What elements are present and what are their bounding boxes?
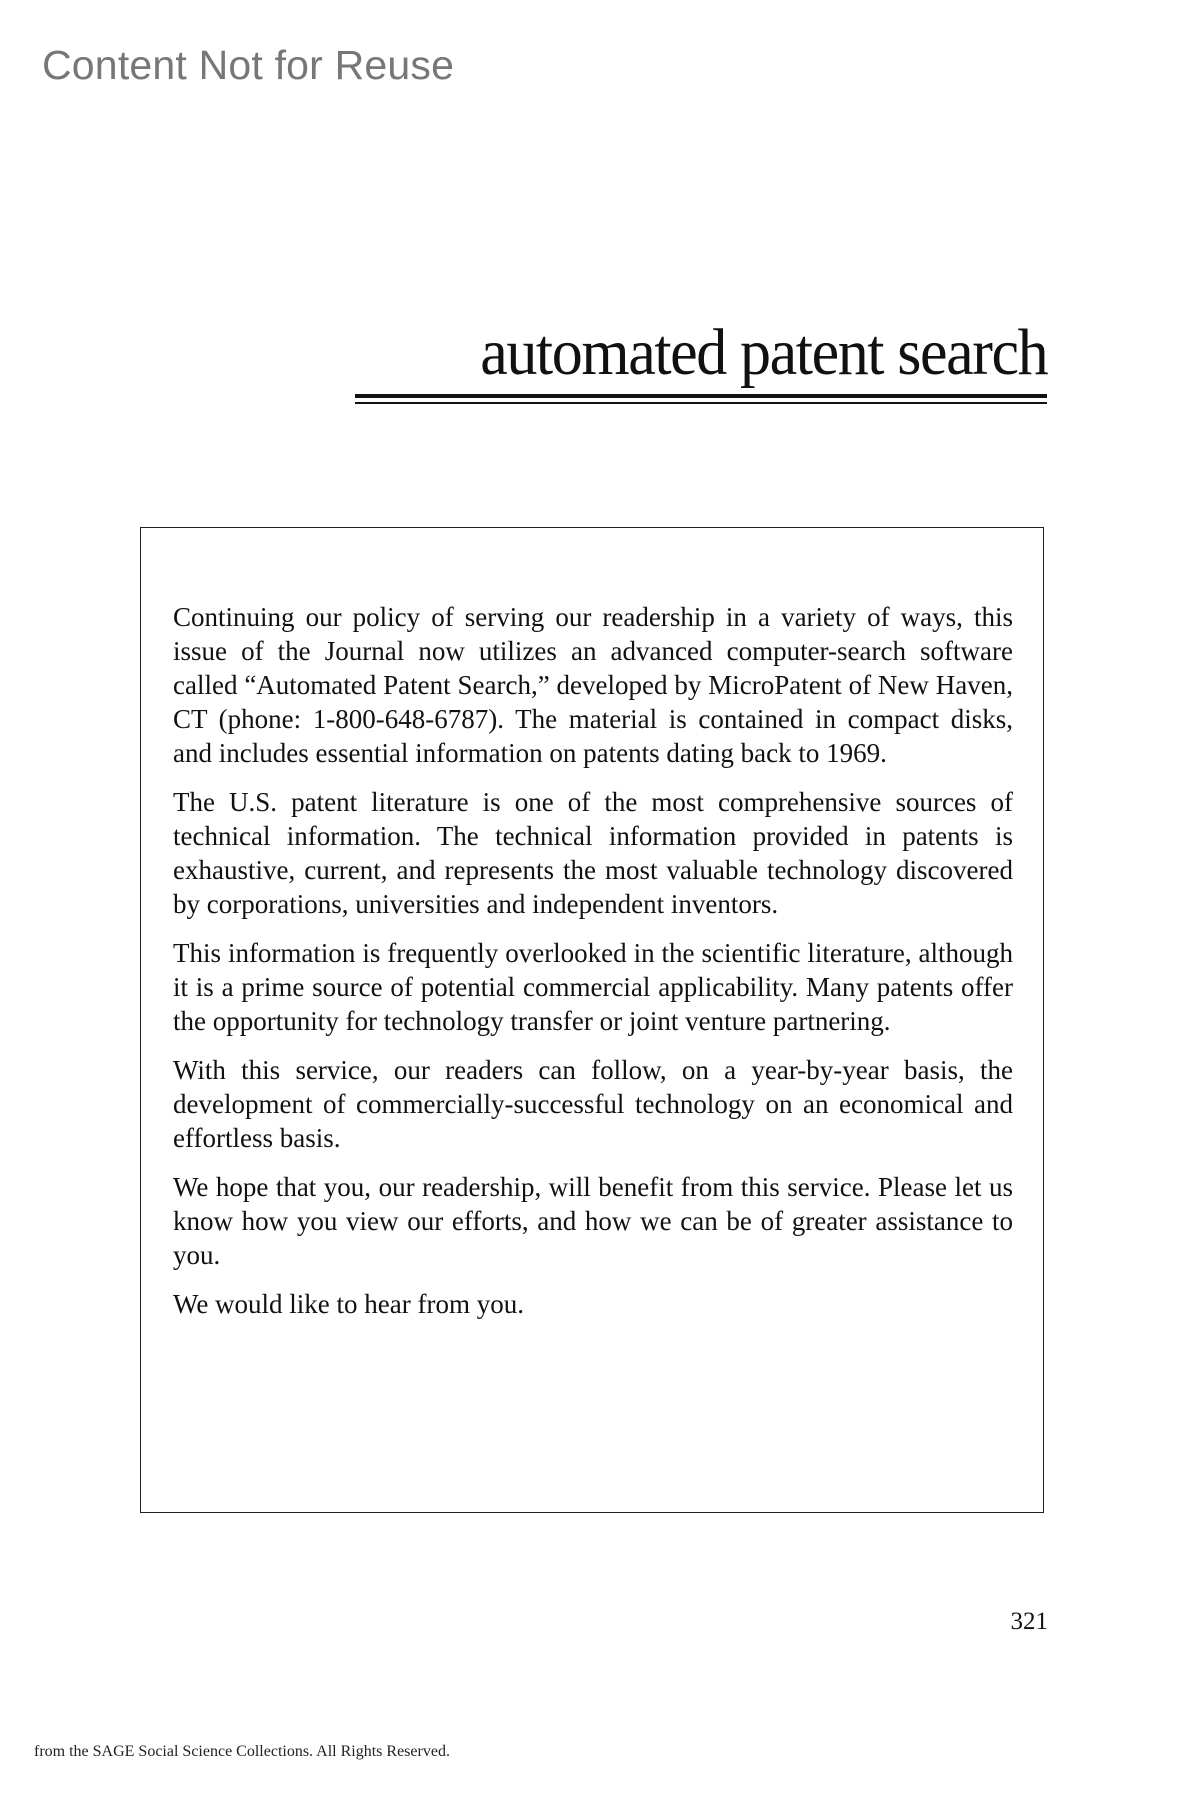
title-underline-thin	[355, 402, 1047, 404]
notice-paragraph-4: With this service, our readers can follow, on a year-by-year basis, the development of commercially-successful technology on an economical and effortless basis.	[173, 1055, 1013, 1153]
notice-paragraph-6: We would like to hear from you.	[173, 1289, 524, 1319]
page-number: 321	[1010, 1608, 1048, 1635]
notice-body	[173, 600, 1013, 1336]
watermark-text: Content Not for Reuse	[42, 42, 455, 88]
notice-paragraph-1: Continuing our policy of serving our readership in a variety of ways, this issue of the Journal now utilizes an advanced computer-search software called “Automated Patent Search,” developed by MicroPatent of New Haven, CT (phone: 1-800-648-6787). The material is contained in compact disks, and includes essential information on patents dating back to 1969.	[173, 602, 1013, 768]
page-title: automated patent search	[479, 316, 1047, 389]
copyright-footer: from the SAGE Social Science Collections. All Rights Reserved.	[34, 1743, 450, 1760]
notice-paragraph-3: This information is frequently overlooked in the scientific literature, although it is a prime source of potential commercial applicability. Many patents offer the opportunity for technology transfer or joint venture partnering.	[173, 938, 1013, 1036]
notice-box	[140, 527, 1044, 1513]
title-underline-thick	[355, 394, 1047, 398]
notice-paragraph-5: We hope that you, our readership, will benefit from this service. Please let us know how you view our efforts, and how we can be of greater assistance to you.	[173, 1172, 1013, 1270]
page-title-block	[444, 316, 1047, 389]
notice-paragraph-2: The U.S. patent literature is one of the most comprehensive sources of technical information. The technical information provided in patents is exhaustive, current, and represents the most valuable technology discovered by corporations, universities and independent inventors.	[173, 787, 1013, 919]
